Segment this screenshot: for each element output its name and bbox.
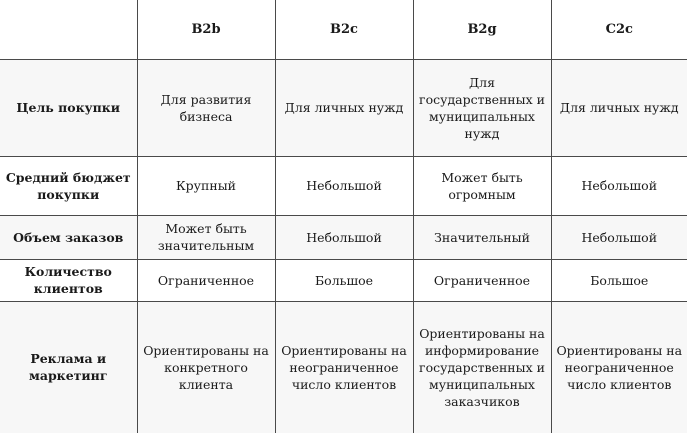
corner-cell <box>0 0 137 59</box>
column-header-b2g: B2g <box>413 0 551 59</box>
row-header-client-count: Количество клиентов <box>0 259 137 301</box>
row-header-advertising: Реклама и маркетинг <box>0 301 137 433</box>
table-cell: Крупный <box>137 156 275 215</box>
table-row <box>0 59 687 156</box>
table-header-row <box>0 0 687 59</box>
table-cell: Ориентированы на неограниченное число клиентов <box>275 301 413 433</box>
table-row <box>0 301 687 433</box>
table-row <box>0 259 687 301</box>
table-row <box>0 156 687 215</box>
table-cell: Для государственных и муниципальных нужд <box>413 59 551 156</box>
table-cell: Ориентированы на неограниченное число клиентов <box>551 301 687 433</box>
column-header-c2c: C2c <box>551 0 687 59</box>
table-row <box>0 215 687 259</box>
row-header-budget: Средний бюджет покупки <box>0 156 137 215</box>
table-cell: Ориентированы на информирование государственных и муниципальных заказчиков <box>413 301 551 433</box>
table-cell: Ориентированы на конкретного клиента <box>137 301 275 433</box>
table-cell: Небольшой <box>551 215 687 259</box>
table-cell: Ограниченное <box>137 259 275 301</box>
table-cell: Небольшой <box>275 156 413 215</box>
table-cell: Небольшой <box>551 156 687 215</box>
table-cell: Для развития бизнеса <box>137 59 275 156</box>
row-header-order-volume: Объем заказов <box>0 215 137 259</box>
table-cell: Может быть огромным <box>413 156 551 215</box>
table-cell: Большое <box>275 259 413 301</box>
table-cell: Для личных нужд <box>275 59 413 156</box>
table-cell: Для личных нужд <box>551 59 687 156</box>
row-header-purpose: Цель покупки <box>0 59 137 156</box>
table-cell: Небольшой <box>275 215 413 259</box>
column-header-b2c: B2c <box>275 0 413 59</box>
table-cell: Может быть значительным <box>137 215 275 259</box>
column-header-b2b: B2b <box>137 0 275 59</box>
table-cell: Значительный <box>413 215 551 259</box>
table-cell: Ограниченное <box>413 259 551 301</box>
table-cell: Большое <box>551 259 687 301</box>
